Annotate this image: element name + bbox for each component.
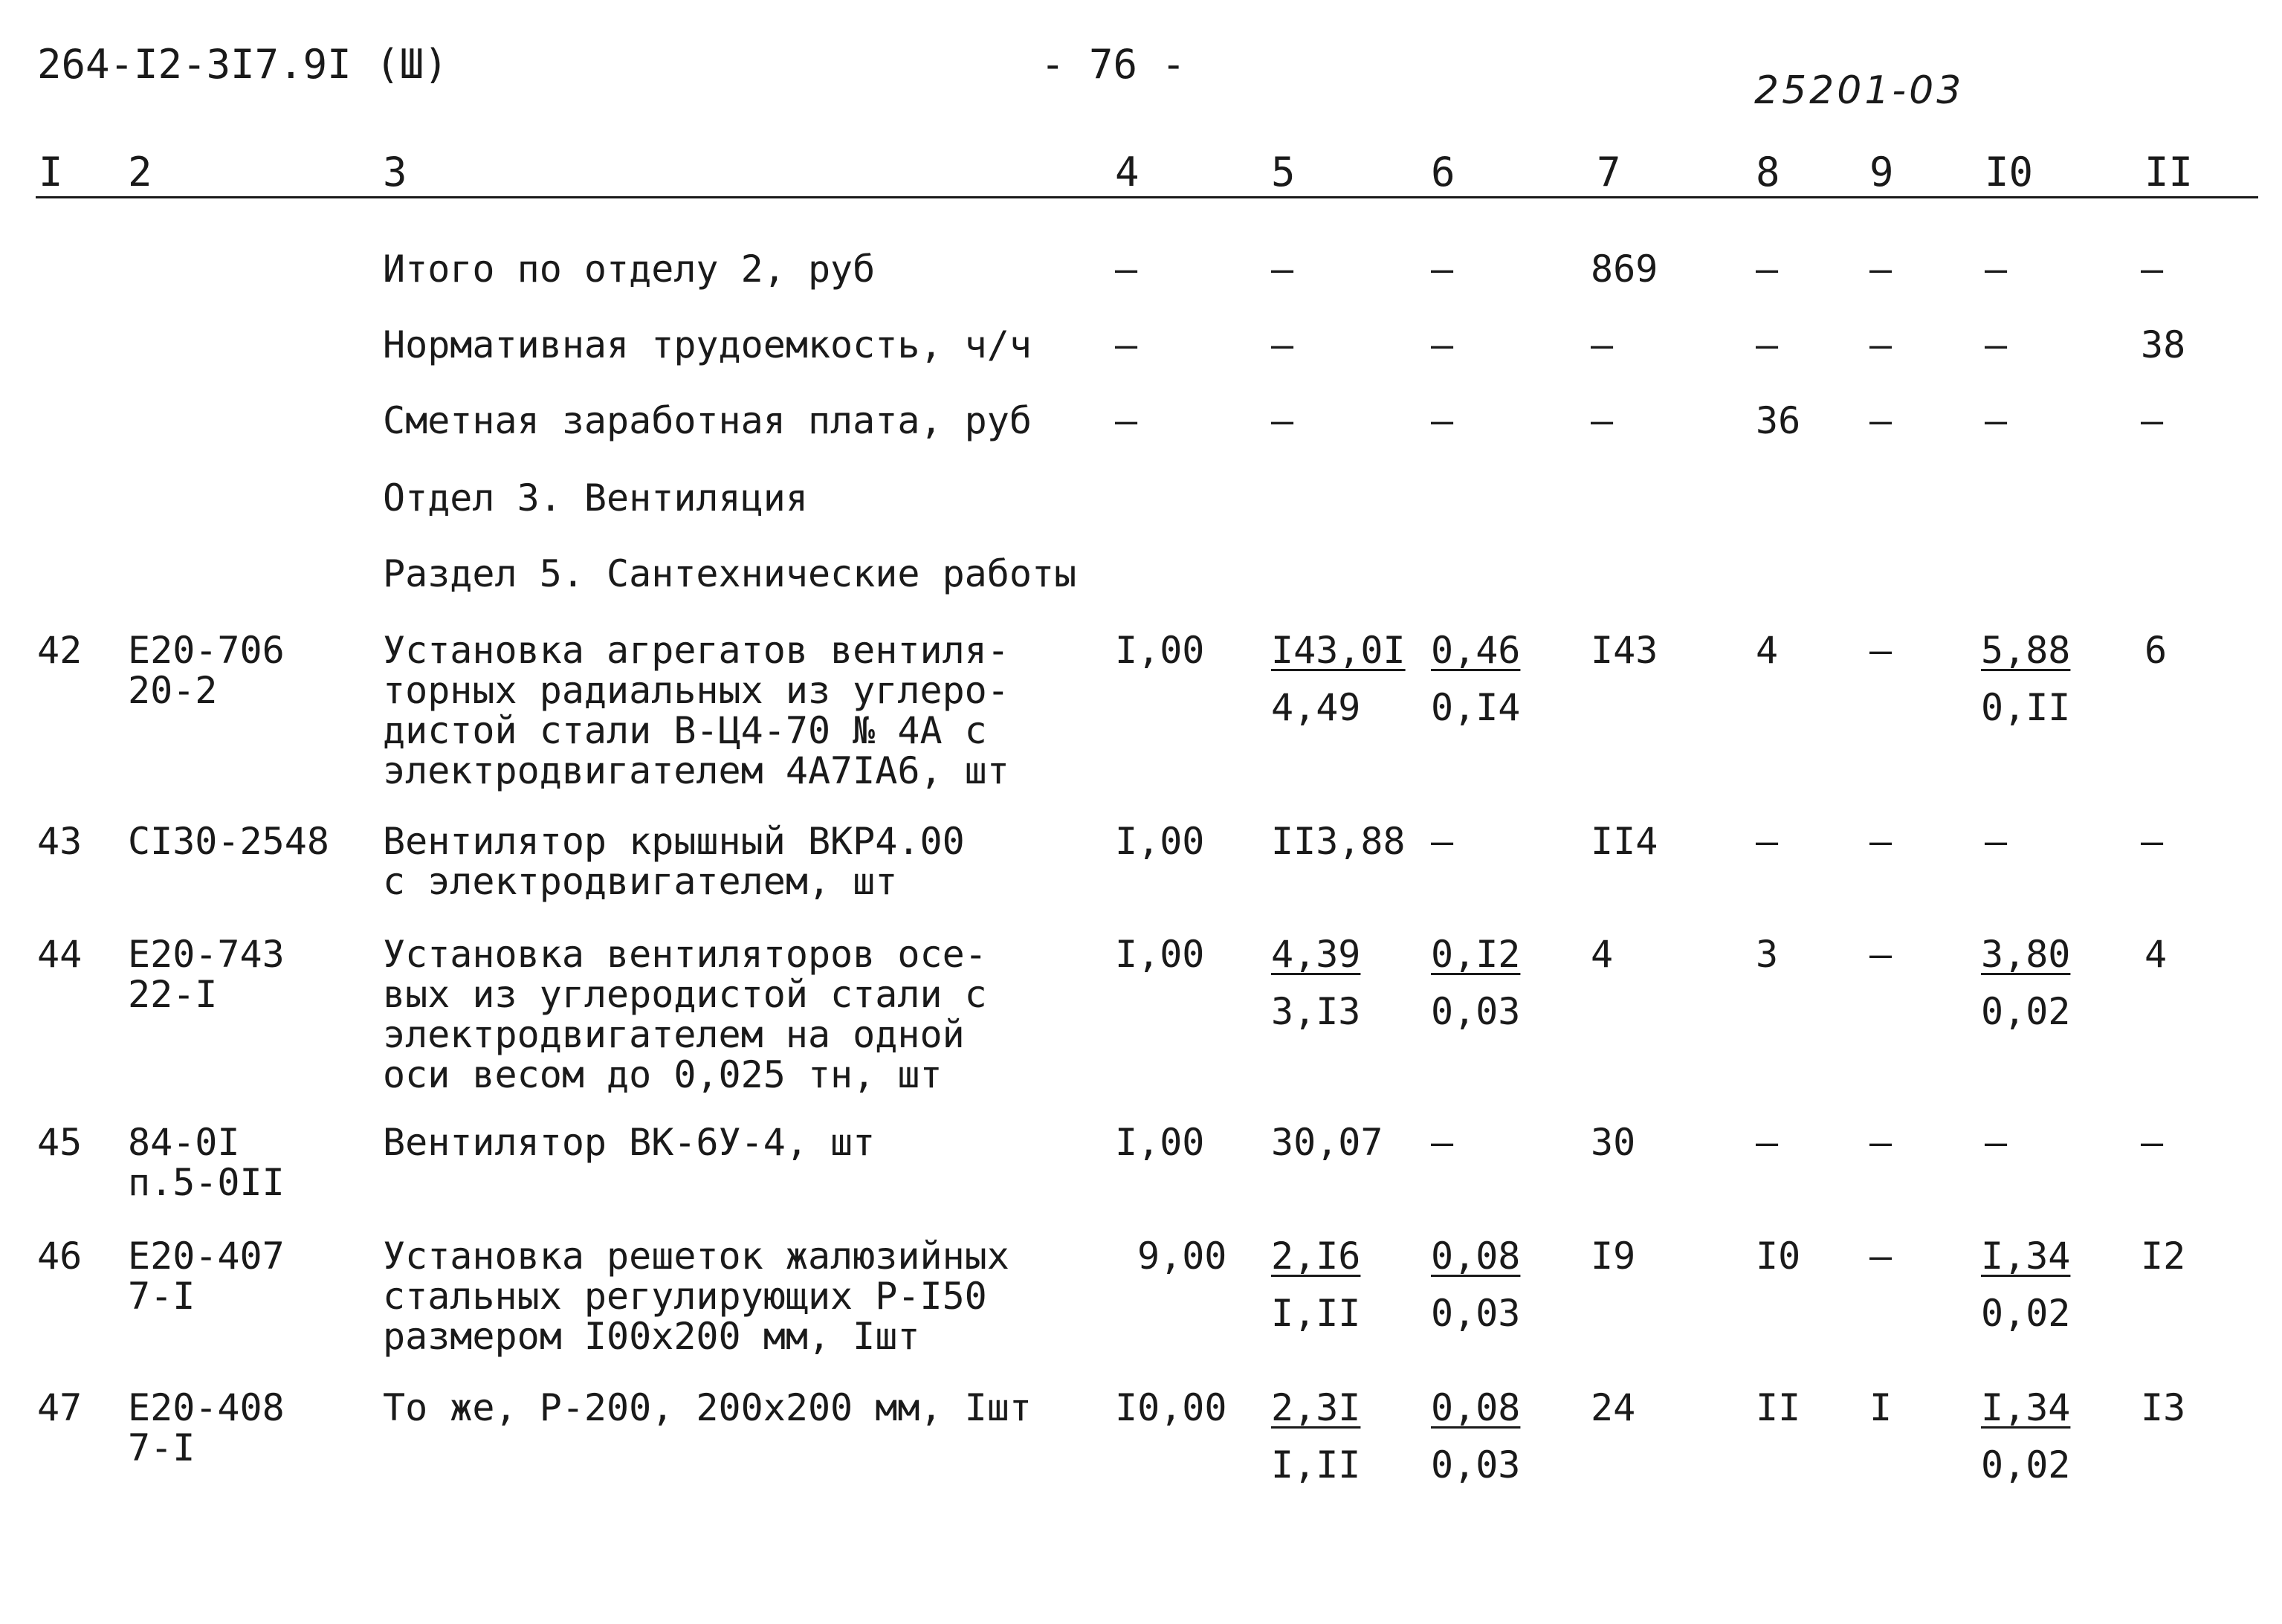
row-code: СI30-2548 [128, 820, 329, 863]
cell-c9: – [1869, 399, 1892, 442]
row-quantity: I,00 [1115, 1121, 1205, 1164]
cell-c8: – [1756, 1121, 1779, 1164]
cell-c6-bottom: 0,03 [1431, 990, 1521, 1033]
cell-c10: – [1985, 399, 2008, 442]
cell-c10-bottom: 0,02 [1981, 1292, 2071, 1335]
col-header-8: 8 [1756, 149, 1780, 195]
cell-c11: 4 [2144, 933, 2168, 976]
cell-c5: – [1271, 399, 1294, 442]
row-code: Е20-706 20-2 [128, 629, 285, 712]
col-header-6: 6 [1431, 149, 1455, 195]
cell-c5: – [1271, 248, 1294, 291]
cell-c11: I3 [2141, 1386, 2186, 1429]
cell-c6-top: – [1431, 1121, 1454, 1164]
cell-c10-top: I,34 [1981, 1386, 2071, 1429]
cell-c4: – [1115, 248, 1138, 291]
cell-c7: 24 [1591, 1386, 1636, 1429]
row-quantity: I0,00 [1115, 1386, 1227, 1429]
cell-c7: II4 [1591, 820, 1658, 863]
cell-c10-top: – [1985, 820, 2008, 863]
section-title-department: Отдел 3. Вентиляция [383, 476, 808, 520]
col-header-11: II [2144, 149, 2194, 195]
cell-c7: I43 [1591, 629, 1658, 672]
row-number: 44 [37, 933, 83, 976]
cell-c11: – [2141, 248, 2164, 291]
cell-c6-top: 0,08 [1431, 1235, 1521, 1278]
handwritten-code: 25201-03 [1754, 68, 1965, 113]
cell-c11: – [2141, 820, 2164, 863]
cell-c11: I2 [2141, 1235, 2186, 1278]
cell-c11: – [2141, 1121, 2164, 1164]
cell-c7: 4 [1591, 933, 1614, 976]
cell-c5-top: 2,I6 [1271, 1235, 1361, 1278]
cell-c6-top: 0,08 [1431, 1386, 1521, 1429]
cell-c6-top: 0,I2 [1431, 933, 1521, 976]
cell-c7: 30 [1591, 1121, 1636, 1164]
cell-c5-bottom: I,II [1271, 1443, 1361, 1486]
row-number: 42 [37, 629, 83, 672]
cell-c9: – [1869, 1235, 1892, 1278]
cell-c10-bottom: 0,02 [1981, 1443, 2071, 1486]
cell-c9: I [1869, 1386, 1892, 1429]
row-number: 45 [37, 1121, 83, 1164]
col-header-7: 7 [1597, 149, 1621, 195]
cell-c4: – [1115, 399, 1138, 442]
row-description: То же, Р-200, 200х200 мм, Iшт [383, 1386, 1032, 1429]
row-code: Е20-408 7-I [128, 1386, 285, 1469]
cell-c5-bottom: 3,I3 [1271, 990, 1361, 1033]
cell-c5-top: II3,88 [1271, 820, 1406, 863]
row-number: 43 [37, 820, 83, 863]
cell-c10: – [1985, 248, 2008, 291]
cell-c5-top: 2,3I [1271, 1386, 1361, 1429]
page-number: - 76 - [1041, 41, 1186, 88]
cell-c9: – [1869, 248, 1892, 291]
cell-c6-bottom: 0,I4 [1431, 686, 1521, 729]
cell-c11: 6 [2144, 629, 2168, 672]
cell-c8: – [1756, 820, 1779, 863]
cell-c8: – [1756, 248, 1779, 291]
cell-c6: – [1431, 399, 1454, 442]
row-description: Установка вентиляторов осе- вых из углеродистой стали с электродвигателем на одной оси весом до 0,025 тн, шт [383, 933, 987, 1096]
cell-c9: – [1869, 629, 1892, 672]
cell-c10: – [1985, 323, 2008, 366]
document-code: 264-I2-3I7.9I (Ш) [37, 41, 448, 88]
cell-c6: – [1431, 323, 1454, 366]
cell-c6-top: – [1431, 820, 1454, 863]
col-header-3: 3 [383, 149, 407, 195]
col-header-4: 4 [1115, 149, 1140, 195]
col-header-9: 9 [1869, 149, 1894, 195]
cell-c9: – [1869, 1121, 1892, 1164]
cell-c6-top: 0,46 [1431, 629, 1521, 672]
row-description: Вентилятор ВК-6У-4, шт [383, 1121, 876, 1164]
cell-c5: – [1271, 323, 1294, 366]
cell-c8: 3 [1756, 933, 1779, 976]
row-description: Установка агрегатов вентиля- торных радиальных из углеро- дистой стали В-Ц4-70 № 4А с электродвигателем 4А7IА6, шт [383, 629, 1009, 792]
cell-c10-top: – [1985, 1121, 2008, 1164]
cell-c7: I9 [1591, 1235, 1636, 1278]
cell-c5-bottom: 4,49 [1271, 686, 1361, 729]
cell-c10-top: 5,88 [1981, 629, 2071, 672]
cell-c6-bottom: 0,03 [1431, 1292, 1521, 1335]
row-code: Е20-407 7-I [128, 1235, 285, 1318]
row-description: Вентилятор крышный ВКР4.00 с электродвигателем, шт [383, 820, 965, 903]
cell-c8: 36 [1756, 399, 1801, 442]
row-code: 84-0I п.5-0II [128, 1121, 285, 1204]
cell-c8: II [1756, 1386, 1801, 1429]
cell-c7: 869 [1591, 248, 1658, 291]
summary-label: Нормативная трудоемкость, ч/ч [383, 323, 1032, 366]
section-title-chapter: Раздел 5. Сантехнические работы [383, 552, 1077, 595]
cell-c4: – [1115, 323, 1138, 366]
cell-c9: – [1869, 323, 1892, 366]
cell-c10-bottom: 0,II [1981, 686, 2071, 729]
col-header-2: 2 [128, 149, 152, 195]
cell-c6-bottom: 0,03 [1431, 1443, 1521, 1486]
header-rule [36, 196, 2258, 198]
cell-c5-top: 30,07 [1271, 1121, 1383, 1164]
cell-c5-bottom: I,II [1271, 1292, 1361, 1335]
cell-c10-bottom: 0,02 [1981, 990, 2071, 1033]
row-quantity: I,00 [1115, 820, 1205, 863]
row-quantity: I,00 [1115, 629, 1205, 672]
row-quantity: 9,00 [1137, 1235, 1227, 1278]
row-description: Установка решеток жалюзийных стальных регулирующих Р-I50 размером I00х200 мм, Iшт [383, 1235, 1009, 1358]
cell-c6: – [1431, 248, 1454, 291]
row-code: Е20-743 22-I [128, 933, 285, 1016]
cell-c10-top: 3,80 [1981, 933, 2071, 976]
cell-c8: – [1756, 323, 1779, 366]
cell-c8: I0 [1756, 1235, 1801, 1278]
cell-c9: – [1869, 820, 1892, 863]
row-number: 47 [37, 1386, 83, 1429]
cell-c5-top: 4,39 [1271, 933, 1361, 976]
row-quantity: I,00 [1115, 933, 1205, 976]
summary-label: Сметная заработная плата, руб [383, 399, 1032, 442]
cell-c11: – [2141, 399, 2164, 442]
cell-c11: 38 [2141, 323, 2186, 366]
col-header-1: I [39, 149, 63, 195]
row-number: 46 [37, 1235, 83, 1278]
col-header-5: 5 [1271, 149, 1296, 195]
cell-c7: – [1591, 399, 1614, 442]
summary-label: Итого по отделу 2, руб [383, 248, 876, 291]
cell-c7: – [1591, 323, 1614, 366]
cell-c9: – [1869, 933, 1892, 976]
cell-c5-top: I43,0I [1271, 629, 1406, 672]
cell-c8: 4 [1756, 629, 1779, 672]
cell-c10-top: I,34 [1981, 1235, 2071, 1278]
col-header-10: I0 [1985, 149, 2034, 195]
